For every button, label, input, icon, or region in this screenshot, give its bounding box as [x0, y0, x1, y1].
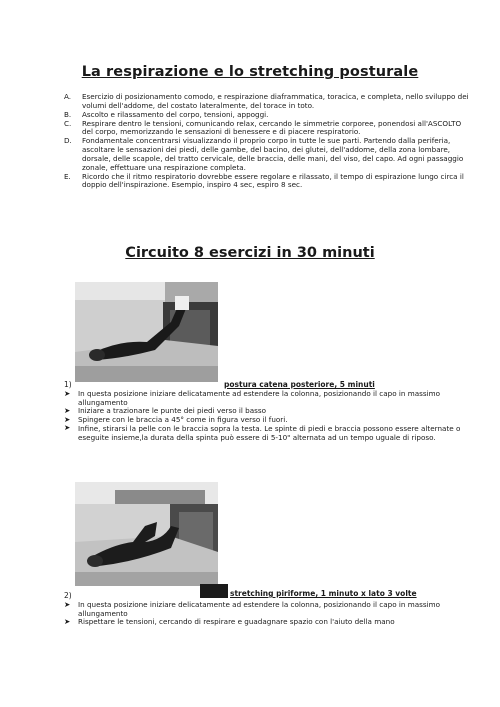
arrow-bullet-icon: ➤: [64, 405, 71, 415]
bullet-text: Infine, stirarsi la pelle con le braccia sopra la testa. Le spinte di piedi e braccia possono essere alternate o eseguite insieme,la durata della spinta può essere di 5-10" alternata ad un tempo uguale di riposo.: [78, 423, 461, 442]
bullet-item: [64, 601, 474, 618]
bullet-item: [64, 390, 472, 407]
arrow-bullet-icon: ➤: [64, 388, 71, 398]
intro-item: [64, 173, 474, 190]
intro-item-text: Ricordo che il ritmo respiratorio dovrebbe essere regolare e rilassato, il tempo di espirazione lungo circa il doppio dell'inspirazione. Esempio, inspiro 4 sec, espiro 8 sec.: [82, 171, 464, 190]
intro-item-marker: A.: [64, 92, 72, 101]
exercise-1-photo: [75, 282, 218, 382]
arrow-bullet-icon: ➤: [64, 616, 71, 626]
bullet-item: [64, 425, 472, 442]
exercise-number: 1): [64, 380, 72, 389]
intro-item-text: Esercizio di posizionamento comodo, e respirazione diaframmatica, toracica, e completa, nello sviluppo dei volumi dell'addome, del costato lateralmente, del torace in toto.: [82, 92, 469, 110]
bullet-text: In questa posizione iniziare delicatamente ad estendere la colonna, posizionando il capo in massimo allungamento: [78, 389, 441, 407]
intro-item: [64, 137, 474, 172]
arrow-bullet-icon: ➤: [64, 423, 71, 433]
intro-item-marker: C.: [64, 118, 72, 128]
intro-item: [64, 93, 474, 110]
exercise-number: 2): [64, 591, 72, 600]
exercise-title-text: stretching piriforme, 1 minuto x lato 3 volte: [230, 589, 417, 598]
intro-item-marker: B.: [64, 109, 72, 119]
arrow-bullet-icon: ➤: [64, 414, 71, 424]
bullet-text: Iniziare a trazionare le punte dei piedi verso il basso: [78, 406, 267, 416]
intro-item-text: Respirare dentro le tensioni, comunicando relax, cercando le simmetrie corporee, ponendosi all'ASCOLTO del corpo, memorizzando le sensazioni di benessere e di piacere respiratorio.: [82, 118, 462, 137]
circuit-title: Circuito 8 esercizi in 30 minuti: [125, 245, 375, 261]
exercise-1-bullets: [64, 390, 472, 442]
exercise-title: [200, 584, 417, 598]
arrow-bullet-icon: ➤: [64, 599, 71, 609]
exercise-2-photo: [75, 482, 218, 586]
bullet-text: In questa posizione iniziare delicatamente ad estendere la colonna, posizionando il capo in massimo allungamento: [78, 600, 441, 618]
bullet-item: [64, 618, 474, 627]
intro-list: [64, 93, 474, 190]
intro-item-text: Ascolto e rilassamento del corpo, tensioni, appoggi.: [82, 109, 269, 119]
bullet-text: Rispettare le tensioni, cercando di respirare e guadagnare spazio con l'aiuto della mano: [78, 617, 395, 627]
figure-fragment-icon: [200, 584, 228, 598]
exercise-title: [224, 380, 375, 389]
intro-item-text: Fondamentale concentrarsi visualizzando il proprio corpo in tutte le sue parti. Partendo dalla periferia, ascoltare le sensazioni dei piedi, delle gambe, del bacino, dei glutei, dell'addome, della zona lombare, dorsale, delle scapole, del tratto cervicale, delle braccia, delle mani, del viso, del capo. Ad ogni passaggio zonale, effettuare una respirazione completa.: [82, 136, 464, 172]
exercise-2-bullets: [64, 601, 474, 627]
exercise-title-text: postura catena posteriore, 5 minuti: [224, 380, 375, 389]
intro-item: [64, 120, 474, 137]
intro-item-marker: D.: [64, 136, 72, 146]
bullet-text: Spingere con le braccia a 45° come in figura verso il fuori.: [78, 415, 288, 425]
intro-item-marker: E.: [64, 171, 71, 181]
page-title: La respirazione e lo stretching posturale: [81, 64, 419, 80]
